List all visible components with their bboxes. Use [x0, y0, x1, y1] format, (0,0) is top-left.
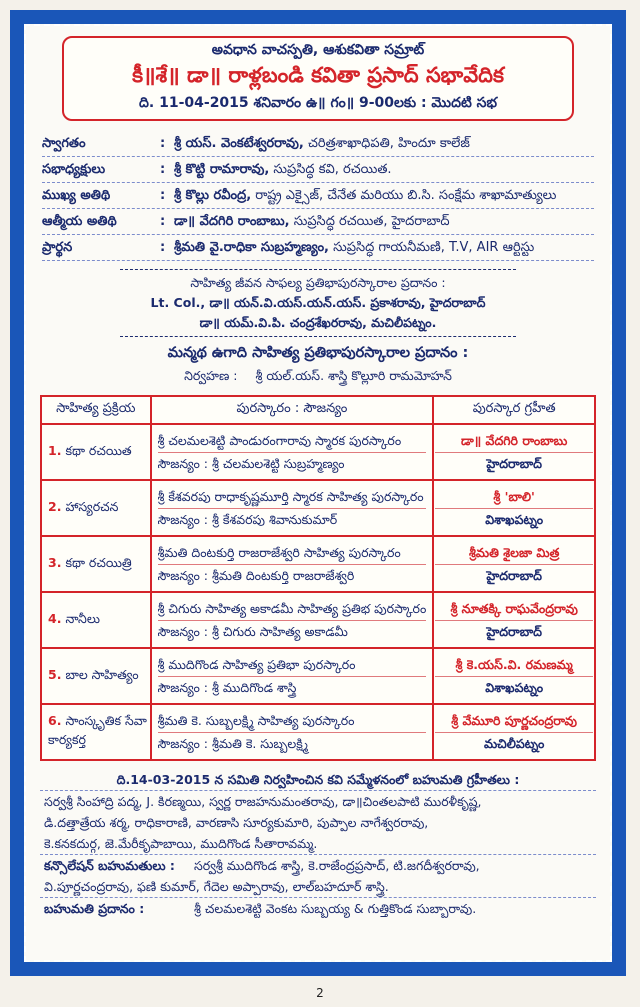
page-border: [10, 10, 626, 976]
title-box: [62, 36, 574, 121]
consolation-names-2: వి.పూర్ణచంద్రరావు, ఫణి కుమార్, గేదెల అప్పారావు, లాల్‌బహదూర్ శాస్త్రి.: [40, 876, 596, 898]
event-title: కీ॥శే॥ డా॥ రాళ్లబండి కవితా ప్రసాద్ సభావేదిక: [132, 63, 504, 87]
prize-presenters: శ్రీ చలమలశెట్టి వెంకట సుబ్బయ్య & గుత్తికొండ సుబ్బారావు.: [194, 901, 477, 916]
table-row: [41, 536, 595, 592]
award-name: శ్రీ చలమలశెట్టి పాండురంగారావు స్మారక పురస్కారం: [158, 430, 427, 453]
recipient-name: శ్రీ 'బాలి': [435, 486, 593, 509]
recipient-name: డా॥ వేదగిరి రాంబాబు: [435, 430, 593, 453]
award-sponsor: సౌజన్యం : శ్రీ ముదిగొండ శాస్త్రి: [157, 679, 297, 695]
poets-line: డి.దత్తాత్రేయ శర్మ, రాధికారాణి, వారణాసి సూర్యకుమారి, పుప్పాల నాగేశ్వరరావు,: [44, 815, 429, 830]
page-number: 2: [316, 986, 324, 1000]
guest-row: స్వాగతం : శ్రీ యస్. వెంకటేశ్వరరావు, చరిత్రశాఖాధిపతి, హిందూ కాలేజ్: [42, 131, 594, 157]
award-category: కథా రచయిత: [65, 442, 132, 458]
guest-role: ఆత్మీయ అతిథి: [42, 214, 117, 229]
recipient-place: విశాఖపట్నం: [485, 511, 544, 527]
guest-role: ప్రార్థన: [42, 240, 73, 255]
guest-detail: సుప్రసిద్ధ కవి, రచయిత.: [269, 162, 392, 177]
award-category: బాల సాహిత్యం: [65, 666, 139, 682]
table-row: [41, 648, 595, 704]
lifetime-heading: సాహిత్య జీవన సాఫల్య ప్రతిభాపురస్కారాల ప్రదానం :: [190, 275, 446, 290]
consolation-names: సర్వశ్రీ ముదిగొండ శాస్త్రి, కె.రాజేంద్రప్రసాద్, టి.జగదీశ్వరరావు,: [194, 858, 480, 873]
column-header-recipient: పురస్కార గ్రహీత: [433, 396, 595, 424]
table-header-row: [41, 396, 595, 424]
award-name: శ్రీ చిగురు సాహిత్య అకాడమీ సాహిత్య ప్రతిభ పురస్కారం: [158, 598, 427, 621]
recipient-place: మచిలీపట్నం: [483, 735, 545, 751]
ugadi-award-heading: మన్మథ ఉగాది సాహిత్య ప్రతిభాపురస్కారాల ప్రదానం :: [167, 345, 469, 361]
lifetime-recipient-1: Lt. Col., డా॥ యన్.వి.యస్.యన్.యస్. ప్రకాశరావు, హైదరాబాద్: [150, 295, 486, 310]
recipient-name: శ్రీ వేమూరి పూర్ణచంద్రరావు: [435, 710, 593, 733]
award-category: నానీలు: [65, 610, 101, 626]
award-sponsor: సౌజన్యం : శ్రీమతి కె. సుబ్బలక్ష్మి: [157, 735, 309, 751]
guest-detail: చరిత్రశాఖాధిపతి, హిందూ కాలేజ్: [303, 136, 470, 151]
row-number: 2.: [48, 498, 62, 514]
poets-line: సర్వశ్రీ సింహాద్రి పద్మ, J. కిరణ్మయి, స్వర్ణ రాజహనుమంతరావు, డా॥చింతలపాటి మురళీకృష్ణ,: [44, 794, 482, 809]
column-header-category: సాహిత్య ప్రక్రియ: [41, 396, 151, 424]
award-name: శ్రీమతి కె. సుబ్బలక్ష్మి సాహిత్య పురస్కారం: [158, 710, 427, 733]
poets-heading: ది.14-03-2015 న సమితి నిర్వహించిన కవి సమ్మేళనంలో బహుమతి గ్రహీతలు :: [40, 769, 596, 791]
award-name: శ్రీ కేశవరపు రాధాకృష్ణమూర్తి స్మారక సాహిత్య పురస్కారం: [158, 486, 427, 509]
organizer-name: శ్రీ యల్.యస్. శాస్త్రి కొల్లూరి రామమోహన్: [255, 368, 452, 383]
awards-table: [40, 395, 596, 761]
award-sponsor: సౌజన్యం : శ్రీ చిగురు సాహిత్య అకాడమీ: [157, 623, 348, 639]
guest-row: ముఖ్య అతిథి : శ్రీ కొల్లు రవీంద్ర, రాష్ట్ర ఎక్సైజ్, చేనేత మరియు బి.సి. సంక్షేమ శాఖామాత్యులు: [42, 183, 594, 209]
table-row: [41, 480, 595, 536]
guest-name: శ్రీమతి వై.రాధికా సుబ్రహ్మణ్యం,: [174, 240, 329, 255]
consolation-label: కన్సొలేషన్ బహుమతులు :: [44, 858, 175, 873]
lifetime-award-section: [120, 269, 516, 337]
ugadi-organizer: [40, 368, 596, 387]
award-sponsor: సౌజన్యం : శ్రీమతి దింటకుర్తి రాజరాజేశ్వరి: [157, 567, 355, 583]
table-row: [41, 592, 595, 648]
event-subtitle: అవధాన వాచస్పతి, ఆశుకవితా సమ్రాట్: [211, 42, 425, 58]
guest-role: ముఖ్య అతిథి: [42, 188, 111, 203]
recipient-name: శ్రీ కె.యస్.వి. రమణమ్మ: [435, 654, 593, 677]
recipient-place: హైదరాబాద్: [486, 455, 542, 471]
guest-role: స్వాగతం: [42, 136, 86, 151]
table-row: [41, 424, 595, 480]
recipient-place: హైదరాబాద్: [486, 567, 542, 583]
recipient-name: శ్రీమతి శైలజా మిత్ర: [435, 542, 593, 565]
row-number: 3.: [48, 554, 62, 570]
guest-name: శ్రీ కొట్టి రామారావు,: [174, 162, 270, 177]
guest-list: [42, 131, 594, 261]
guest-name: శ్రీ కొల్లు రవీంద్ర,: [174, 188, 252, 203]
guest-detail: సుప్రసిద్ధ గాయనీమణి, T.V, AIR ఆర్టిస్టు: [328, 240, 535, 255]
column-header-award: పురస్కారం : సౌజన్యం: [151, 396, 434, 424]
guest-row: ప్రార్థన : శ్రీమతి వై.రాధికా సుబ్రహ్మణ్యం, సుప్రసిద్ధ గాయనీమణి, T.V, AIR ఆర్టిస్టు: [42, 235, 594, 261]
award-name: శ్రీ ముదిగొండ సాహిత్య ప్రతిభా పురస్కారం: [158, 654, 427, 677]
award-sponsor: సౌజన్యం : శ్రీ కేశవరపు శివానుకుమార్: [157, 511, 338, 527]
row-number: 5.: [48, 666, 62, 682]
recipient-name: శ్రీ నూతక్కి రాఘవేంద్రరావు: [435, 598, 593, 621]
guest-row: సభాధ్యక్షులు : శ్రీ కొట్టి రామారావు, సుప్రసిద్ధ కవి, రచయిత.: [42, 157, 594, 183]
page-panel: [24, 24, 612, 962]
organizer-label: నిర్వహణ :: [184, 368, 238, 383]
award-sponsor: సౌజన్యం : శ్రీ చలమలశెట్టి సుబ్రహ్మణ్యం: [157, 455, 345, 471]
poets-section: [40, 769, 596, 919]
lifetime-recipient-2: డా॥ యమ్.వి.పి. చంద్రశేఖరరావు, మచిలీపట్నం.: [199, 315, 437, 330]
guest-role: సభాధ్యక్షులు: [42, 162, 106, 177]
guest-row: ఆత్మీయ అతిథి : డా॥ వేదగిరి రాంబాబు, సుప్రసిద్ధ రచయిత, హైదరాబాద్: [42, 209, 594, 235]
award-name: శ్రీమతి దింటకుర్తి రాజరాజేశ్వరి సాహిత్య పురస్కారం: [158, 542, 427, 565]
recipient-place: హైదరాబాద్: [486, 623, 542, 639]
row-number: 6.: [48, 713, 62, 728]
prize-label: బహుమతి ప్రదానం :: [44, 901, 145, 916]
row-number: 4.: [48, 610, 62, 626]
recipient-place: విశాఖపట్నం: [485, 679, 544, 695]
guest-name: డా॥ వేదగిరి రాంబాబు,: [174, 214, 290, 229]
event-date: ది. 11-04-2015 శనివారం ఉ॥ గం॥ 9-00లకు : మొదటి సభ: [139, 95, 497, 111]
table-row: [41, 704, 595, 760]
row-number: 1.: [48, 442, 62, 458]
award-category: హాస్యరచన: [65, 498, 119, 514]
guest-detail: రాష్ట్ర ఎక్సైజ్, చేనేత మరియు బి.సి. సంక్షేమ శాఖామాత్యులు: [251, 188, 557, 203]
award-category: కథా రచయిత్రి: [65, 554, 132, 570]
poets-line: కె.కనకదుర్గ, జె.మేరీకృపాబాయి, ముదిగొండ సీతారావమ్మ.: [40, 833, 596, 855]
award-category: సాంస్కృతిక సేవా కార్యకర్త: [48, 713, 147, 747]
guest-detail: సుప్రసిద్ధ రచయిత, హైదరాబాద్: [289, 214, 450, 229]
guest-name: శ్రీ యస్. వెంకటేశ్వరరావు,: [174, 136, 304, 151]
